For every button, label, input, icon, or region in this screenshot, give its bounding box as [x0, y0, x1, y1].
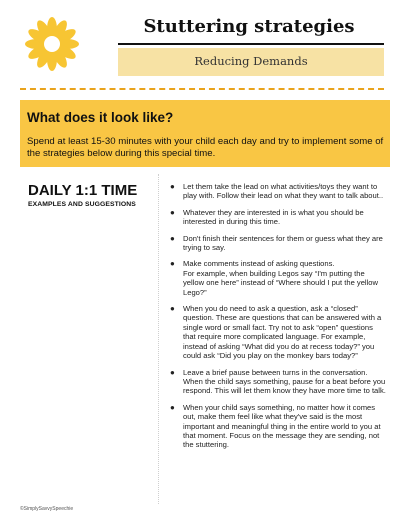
list-item — [170, 208, 386, 227]
list-item — [170, 234, 386, 253]
page-title: Stuttering strategies — [143, 16, 355, 37]
list-item — [170, 304, 386, 360]
bullet-icon: ● — [170, 182, 175, 191]
tip-text: Make comments instead of asking questions. For example, when building Legos say “I'm putting the yellow one here” instead of “Where should I put the yellow Lego?” — [183, 259, 379, 297]
tip-text: When your child says something, no matter how it comes out, make them feel like what they've said is the most important and meaningful thing in the entire world to you at that moment. Focus on the message they are sending, not the stuttering. — [183, 402, 381, 450]
tips-list — [170, 182, 386, 457]
list-item — [170, 259, 386, 297]
sunflower-logo-icon — [20, 12, 84, 76]
bullet-icon: ● — [170, 367, 175, 377]
bullet-icon: ● — [170, 233, 175, 243]
intro-text: Spend at least 15-30 minutes with your child each day and try to implement some of the strategies below during this special time. — [27, 136, 384, 159]
list-item — [170, 368, 386, 396]
section-subheading: EXAMPLES AND SUGGESTIONS — [28, 201, 136, 208]
title-underline — [118, 43, 384, 45]
tip-text: Let them take the lead on what activities/toys they want to play with. Follow their lead on what they want to talk about.. — [183, 182, 384, 201]
list-item — [170, 182, 386, 201]
bullet-icon: ● — [170, 207, 175, 217]
copyright-credit: ©SimplySavvySpeechie — [20, 506, 74, 512]
column-divider — [158, 174, 159, 504]
tip-text: Leave a brief pause between turns in the conversation. When the child says something, pause for a beat before you respond. This will let them know they have more time to talk. — [183, 367, 386, 396]
bullet-icon: ● — [170, 402, 175, 412]
tip-text: When you do need to ask a question, ask a “closed” question. These are questions that can be answered with a single word or small fact. Try not to ask “open” questions that require more complicated language. For example, instead of asking “What did you do at recess today?” you could ask “Did you play on the monkey bars today?” — [183, 304, 382, 361]
bullet-icon: ● — [170, 259, 175, 269]
dashed-divider — [20, 88, 384, 90]
question-heading: What does it look like? — [27, 110, 174, 125]
tip-text: Whatever they are interested in is what you should be interested in during this time. — [183, 207, 364, 227]
tip-text: Don't finish their sentences for them or guess what they are trying to say. — [183, 233, 383, 253]
list-item — [170, 403, 386, 450]
page-subtitle: Reducing Demands — [194, 54, 308, 68]
section-heading: DAILY 1:1 TIME — [28, 182, 138, 199]
bullet-icon: ● — [170, 304, 175, 314]
